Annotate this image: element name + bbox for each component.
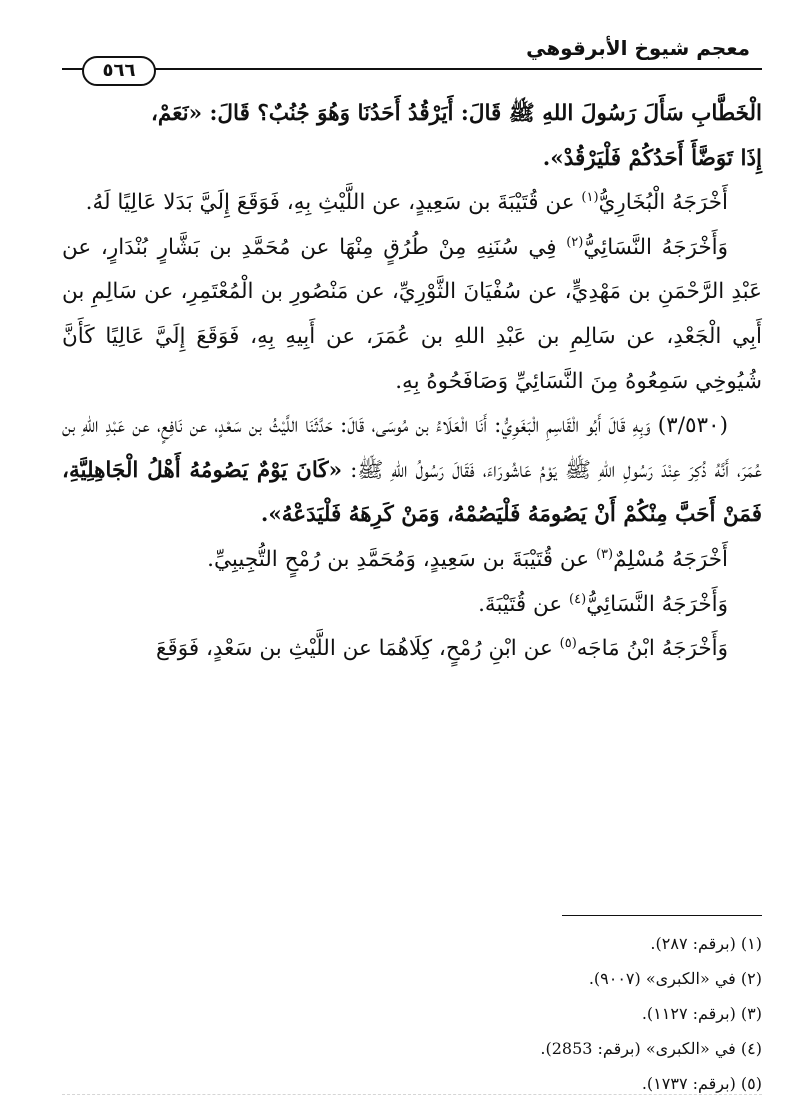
paragraph-muslim	[62, 538, 762, 583]
footnote-ref-4: (٤)	[569, 591, 587, 607]
paragraph-1	[62, 92, 762, 181]
bukhari-text-start: أَخْرَجَهُ الْبُخَارِيُّ	[598, 190, 728, 216]
running-header-title: معجم شيوخ الأبرقوهي	[526, 36, 750, 60]
muslim-text-end: عن قُتَيْبَةَ بن سَعِيدٍ، وَمُحَمَّدِ بن رُمْحٍ التُّجِيبِيِّ.	[207, 546, 596, 572]
nasai-2-text-start: وَأَخْرَجَهُ النَّسَائِيُّ	[586, 591, 728, 617]
header-rule	[62, 68, 762, 70]
nasai-2-text-end: عن قُتَيْبَةَ.	[478, 591, 570, 617]
paragraph-nasai	[62, 226, 762, 404]
paragraph-hadith-530	[62, 404, 762, 538]
paragraph-nasai-2	[62, 583, 762, 628]
paragraph-ibn-majah	[62, 627, 762, 672]
nasai-text-start: وَأَخْرَجَهُ النَّسَائِيُّ	[583, 234, 728, 260]
ibn-majah-text-end: عن ابْنِ رُمْحٍ، كِلَاهُمَا عن اللَّيْثِ بن سَعْدٍ، فَوَقَعَ	[156, 636, 560, 662]
footnotes	[62, 926, 762, 1101]
hadith-530-quote: «كَانَ يَوْمٌ يَصُومُهُ أَهْلُ الْجَاهِلِيَّةِ، فَمَنْ أَحَبَّ مِنْكُمْ أَنْ يَصُومَهُ فَلْيَصُمْهُ، وَمَنْ كَرِهَهُ فَلْيَدَعْهُ».	[62, 457, 762, 528]
paragraph-1-line-2: إِذَا تَوَضَّأَ أَحَدُكُمْ فَلْيَرْقُدْ».	[542, 145, 762, 171]
muslim-text-start: أَخْرَجَهُ مُسْلِمٌ	[613, 546, 728, 572]
footnote-3: (٣) (برقم: ١١٢٧).	[641, 1004, 762, 1023]
paragraph-1-line-1: الْخَطَّابِ سَأَلَ رَسُولَ اللهِ ﷺ قَالَ: أَيَرْقُدُ أَحَدُنَا وَهُوَ جُنُبٌ؟ قَالَ: «نَعَمْ،	[150, 101, 762, 126]
footnote-5: (٥) (برقم: ١٧٣٧).	[641, 1074, 762, 1093]
footnote-4: (٤) في «الكبرى» (برقم: 2853).	[540, 1039, 762, 1058]
footnote-1: (١) (برقم: ٢٨٧).	[650, 934, 762, 953]
scan-edge	[62, 1094, 762, 1095]
hadith-530-chain: (٣/٥٣٠) وَبِهِ قَالَ أَبُو الْقَاسِمِ الْبَغَوِيُّ: أَنَا الْعَلَاءُ بن مُوسَى، قَالَ: حَدَّثَنَا اللَّيْثُ بن سَعْدٍ، عن نَافِعٍ، عن عَبْدِ اللهِ بن عُمَرَ، أَنَّهُ ذُكِرَ عِنْدَ رَسُولِ اللهِ ﷺ يَوْمُ عَاشُورَاءَ، فَقَالَ رَسُولُ اللهِ ﷺ:	[62, 413, 762, 483]
nasai-text-end: فِي سُنَنِهِ مِنْ طُرُقٍ مِنْهَا عن مُحَمَّدِ بن بَشَّارٍ بُنْدَارٍ، عن عَبْدِ الرَّحْمَنِ بن مَهْدِيٍّ، عن سُفْيَانَ الثَّوْرِيِّ، عن مَنْصُورِ بن الْمُعْتَمِرِ، عن سَالِمِ بن أَبِي الْجَعْدِ، عن سَالِمِ بن عَبْدِ اللهِ بن عُمَرَ، عن أَبِيهِ بِهِ، فَوَقَعَ إِلَيَّ عَالِيًا كَأَنَّ شُيُوخِي سَمِعُوهُ مِنَ النَّسَائِيِّ وَصَافَحُوهُ بِهِ.	[62, 234, 762, 394]
footnote-ref-5: (٥)	[559, 635, 577, 651]
footnote-ref-2: (٢)	[566, 234, 584, 250]
ibn-majah-text-start: وَأَخْرَجَهُ ابْنُ مَاجَه	[576, 636, 728, 662]
page-number-badge: ٥٦٦	[82, 56, 156, 86]
main-text	[62, 92, 762, 672]
footnote-ref-1: (١)	[581, 190, 599, 206]
paragraph-bukhari	[62, 181, 762, 226]
footnote-ref-3: (٣)	[595, 546, 614, 562]
bukhari-text-end: عن قُتَيْبَةَ بن سَعِيدٍ، عن اللَّيْثِ بِهِ، فَوَقَعَ إِلَيَّ بَدَلا عَالِيًا لَهُ.	[85, 190, 582, 216]
footnote-separator	[562, 915, 762, 916]
footnote-2: (٢) في «الكبرى» (٩٠٠٧).	[588, 969, 762, 988]
book-page	[62, 20, 762, 1100]
